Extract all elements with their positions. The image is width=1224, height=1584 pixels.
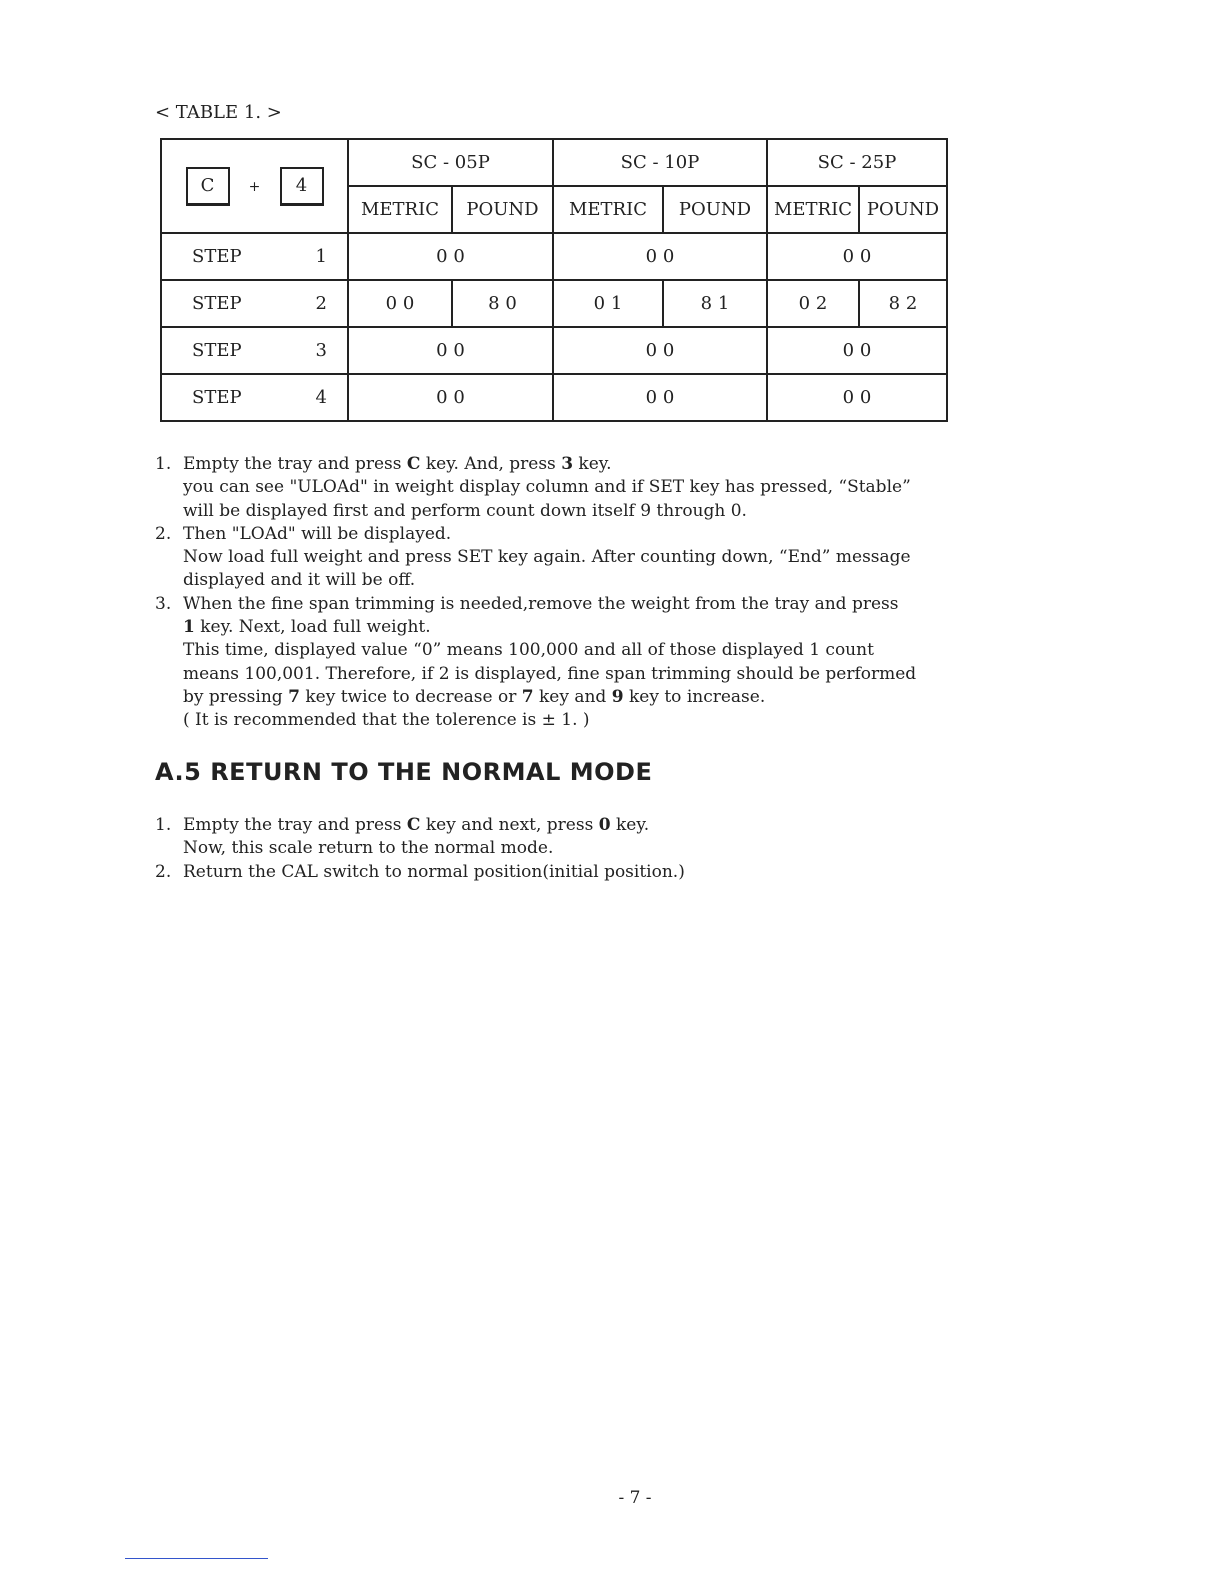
text-run: key. And, press <box>420 454 562 474</box>
step-label-cell <box>161 280 348 327</box>
step-number: 4 <box>315 387 327 408</box>
key-7: 7 <box>521 686 534 707</box>
step-number: 1 <box>315 246 327 267</box>
instruction-line <box>155 593 916 616</box>
key-9: 9 <box>611 686 624 707</box>
instruction-line <box>155 453 916 476</box>
instruction-line: displayed and it will be off. <box>183 570 416 591</box>
model-header-sc05p: SC - 05P <box>348 139 553 186</box>
step-number: 3 <box>315 340 327 361</box>
page-number: - 7 - <box>618 1488 652 1508</box>
text-run: key. <box>610 815 650 835</box>
instruction-line: you can see "ULOAd" in weight display column and if SET key has pressed, “Stable” <box>183 477 911 498</box>
step-label: STEP <box>192 387 242 408</box>
instruction-list <box>155 453 916 733</box>
instruction-line <box>155 523 916 546</box>
key-c: C <box>406 454 421 474</box>
item-number: 3. <box>155 593 172 614</box>
footer-rule <box>125 1558 268 1559</box>
text-run: key to increase. <box>623 686 766 707</box>
text-run: Return the CAL switch to normal position(initial position.) <box>183 861 685 882</box>
key-7: 7 <box>288 686 300 707</box>
plus-sign: + <box>248 178 261 195</box>
calibration-table <box>160 138 948 422</box>
table-row <box>161 327 947 374</box>
instruction-line <box>155 616 916 639</box>
table-cell: 8 2 <box>859 280 947 327</box>
unit-header: POUND <box>452 186 553 233</box>
step-label-cell <box>161 327 348 374</box>
step-label-cell <box>161 233 348 280</box>
table-cell: 8 0 <box>452 280 553 327</box>
unit-header: METRIC <box>767 186 859 233</box>
table-row <box>161 233 947 280</box>
text-run: key. <box>573 454 612 474</box>
table-row <box>161 374 947 421</box>
table-cell: 0 0 <box>348 280 452 327</box>
table-cell: 0 0 <box>348 374 553 421</box>
text-run: key. Next, load full weight. <box>194 617 431 638</box>
item-number: 2. <box>155 861 172 882</box>
instruction-line <box>155 814 685 837</box>
step-label-cell <box>161 374 348 421</box>
instruction-line: Now, this scale return to the normal mode. <box>183 838 554 859</box>
return-step-1 <box>155 814 685 861</box>
instruction-line: means 100,001. Therefore, if 2 is displayed, fine span trimming should be performed <box>183 663 917 684</box>
return-step-2 <box>155 861 685 884</box>
instruction-item-3 <box>155 593 916 733</box>
step-label: STEP <box>192 340 242 361</box>
table-cell: 0 0 <box>348 233 553 280</box>
text-run: When the fine span trimming is needed,remove the weight from the tray and press <box>183 593 899 614</box>
unit-header: POUND <box>859 186 947 233</box>
key-0: 0 <box>598 815 611 835</box>
text-run: Then "LOAd" will be displayed. <box>183 523 452 544</box>
key-c: C <box>406 815 421 835</box>
table-cell: 0 0 <box>348 327 553 374</box>
step-label: STEP <box>192 293 242 314</box>
text-run: Empty the tray and press <box>183 454 407 474</box>
key-3: 3 <box>561 454 574 474</box>
model-header-sc25p: SC - 25P <box>767 139 947 186</box>
instruction-line: This time, displayed value “0” means 100,000 and all of those displayed 1 count <box>183 640 874 661</box>
section-heading: A.5 RETURN TO THE NORMAL MODE <box>155 758 653 786</box>
table-caption: < TABLE 1. > <box>155 102 282 123</box>
table-cell: 0 0 <box>767 374 947 421</box>
text-run: by pressing <box>183 686 289 707</box>
instruction-line <box>155 686 916 709</box>
item-number: 1. <box>155 454 172 474</box>
key-1: 1 <box>183 617 195 638</box>
model-header-sc10p: SC - 10P <box>553 139 767 186</box>
text-run: key and next, press <box>420 815 599 835</box>
table-cell: 0 0 <box>553 327 767 374</box>
unit-header: METRIC <box>348 186 452 233</box>
table-cell: 0 0 <box>767 233 947 280</box>
table-cell: 0 1 <box>553 280 663 327</box>
instruction-item-2 <box>155 523 916 593</box>
instruction-line: ( It is recommended that the tolerence is ± 1. ) <box>183 710 590 731</box>
key-c-box: C <box>186 167 230 206</box>
text-run: Empty the tray and press <box>183 815 407 835</box>
instruction-line: will be displayed first and perform count down itself 9 through 0. <box>183 500 747 521</box>
table-cell: 0 0 <box>553 233 767 280</box>
text-run: key twice to decrease or <box>299 686 522 707</box>
table-row <box>161 280 947 327</box>
instruction-line: Now load full weight and press SET key again. After counting down, “End” message <box>183 547 911 568</box>
step-label: STEP <box>192 246 242 267</box>
instruction-item-1 <box>155 453 916 523</box>
unit-header: POUND <box>663 186 767 233</box>
step-number: 2 <box>315 293 327 314</box>
item-number: 2. <box>155 523 172 544</box>
key-combo-cell <box>161 139 348 233</box>
return-steps-list <box>155 814 685 884</box>
key-4-box: 4 <box>280 167 324 206</box>
item-number: 1. <box>155 815 172 835</box>
table-cell: 0 0 <box>767 327 947 374</box>
table-cell: 0 2 <box>767 280 859 327</box>
table-cell: 0 0 <box>553 374 767 421</box>
table-cell: 8 1 <box>663 280 767 327</box>
unit-header: METRIC <box>553 186 663 233</box>
instruction-line <box>155 861 685 884</box>
text-run: key and <box>533 686 612 707</box>
